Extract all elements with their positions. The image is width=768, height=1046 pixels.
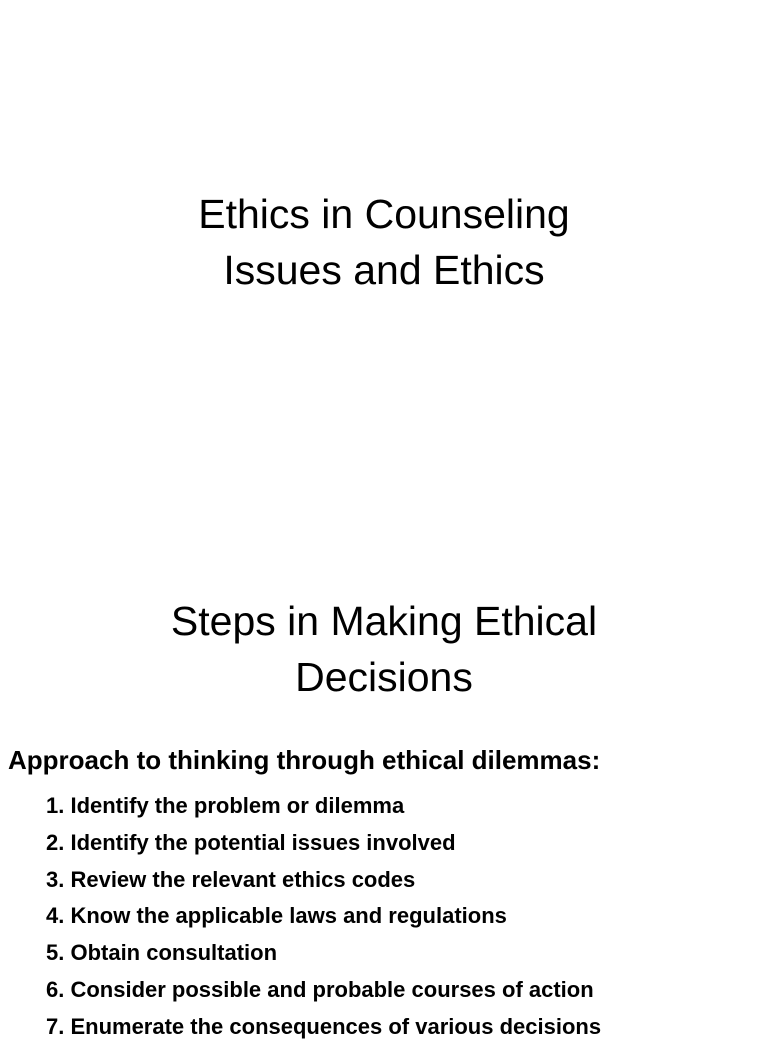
slide-title-line-2: Decisions [295, 654, 473, 700]
slide-title-line-2: Issues and Ethics [223, 247, 545, 293]
slide-title [0, 593, 768, 705]
step-item: 2. Identify the potential issues involved [46, 829, 456, 855]
step-item: 7. Enumerate the consequences of various decisions [46, 1013, 602, 1039]
steps-list [46, 788, 601, 1046]
intro-text: Approach to thinking through ethical dilemmas: [8, 745, 601, 775]
step-item: 5. Obtain consultation [46, 940, 278, 966]
steps-slide [0, 576, 768, 1039]
slide-title [0, 186, 768, 298]
slide-title-line-1: Steps in Making Ethical [170, 598, 598, 644]
step-item: 4. Know the applicable laws and regulations [46, 903, 507, 929]
step-item: 1. Identify the problem or dilemma [46, 793, 405, 818]
step-item: 3. Review the relevant ethics codes [46, 866, 416, 892]
slide-title-line-1: Ethics in Counseling [198, 191, 570, 237]
step-item: 6. Consider possible and probable courses of action [46, 976, 594, 1002]
